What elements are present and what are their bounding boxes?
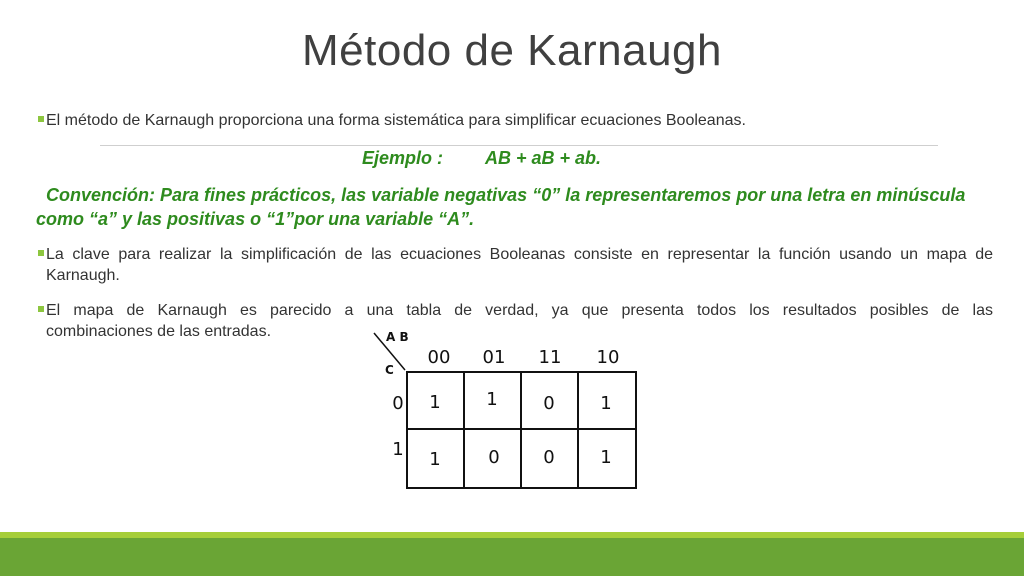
convention-line-1: Convención: Para fines prácticos, las variable negativas “0” la representaremos por una letra en minúscula	[46, 185, 966, 205]
kmap-col-var: A B	[386, 330, 409, 344]
kmap-cell: 1	[600, 447, 612, 468]
slide-title: Método de Karnaugh	[302, 26, 722, 75]
kmap-cell: 1	[486, 389, 498, 410]
example-label: Ejemplo :	[362, 148, 444, 168]
karnaugh-map	[360, 325, 650, 495]
bullet-clave	[38, 244, 993, 286]
example-line	[362, 147, 601, 169]
kmap-col-header: 01	[482, 347, 506, 368]
kmap-cell: 1	[600, 393, 612, 414]
kmap-cell: 0	[543, 393, 555, 414]
bullet-clave-text	[38, 244, 993, 286]
example-expression: AB + aB + ab.	[485, 148, 602, 168]
divider-line	[100, 145, 938, 146]
convention-paragraph	[36, 183, 996, 231]
bullet-clave-line-1: La clave para realizar la simplificación de las ecuaciones Booleanas consiste en representar la función usando un mapa de	[46, 246, 993, 263]
convention-line-2: como “a” y las positivas o “1”por una variable “A”.	[36, 209, 475, 229]
bullet-intro	[38, 110, 998, 131]
bullet-clave-line-2: Karnaugh.	[46, 267, 120, 284]
bullet-square-icon	[38, 116, 44, 122]
bullet-mapa-line-1: El mapa de Karnaugh es parecido a una tabla de verdad, ya que presenta todos los resultados posibles de las	[46, 302, 993, 319]
footer-bar	[0, 538, 1024, 576]
bullet-intro-text: El método de Karnaugh proporciona una forma sistemática para simplificar ecuaciones Booleanas.	[46, 112, 746, 129]
bullet-square-icon	[38, 306, 44, 312]
kmap-col-header: 00	[427, 347, 451, 368]
kmap-cell: 0	[543, 447, 555, 468]
kmap-row-header: 1	[392, 439, 404, 460]
kmap-cell: 1	[429, 392, 441, 413]
kmap-col-header: 11	[538, 347, 562, 368]
bullet-mapa-line-2: combinaciones de las entradas.	[46, 323, 272, 340]
kmap-row-var: C	[385, 363, 394, 377]
kmap-row-header: 0	[392, 393, 404, 414]
bullet-square-icon	[38, 250, 44, 256]
kmap-col-header: 10	[596, 347, 620, 368]
kmap-cell: 0	[488, 447, 500, 468]
kmap-cell: 1	[429, 449, 441, 470]
